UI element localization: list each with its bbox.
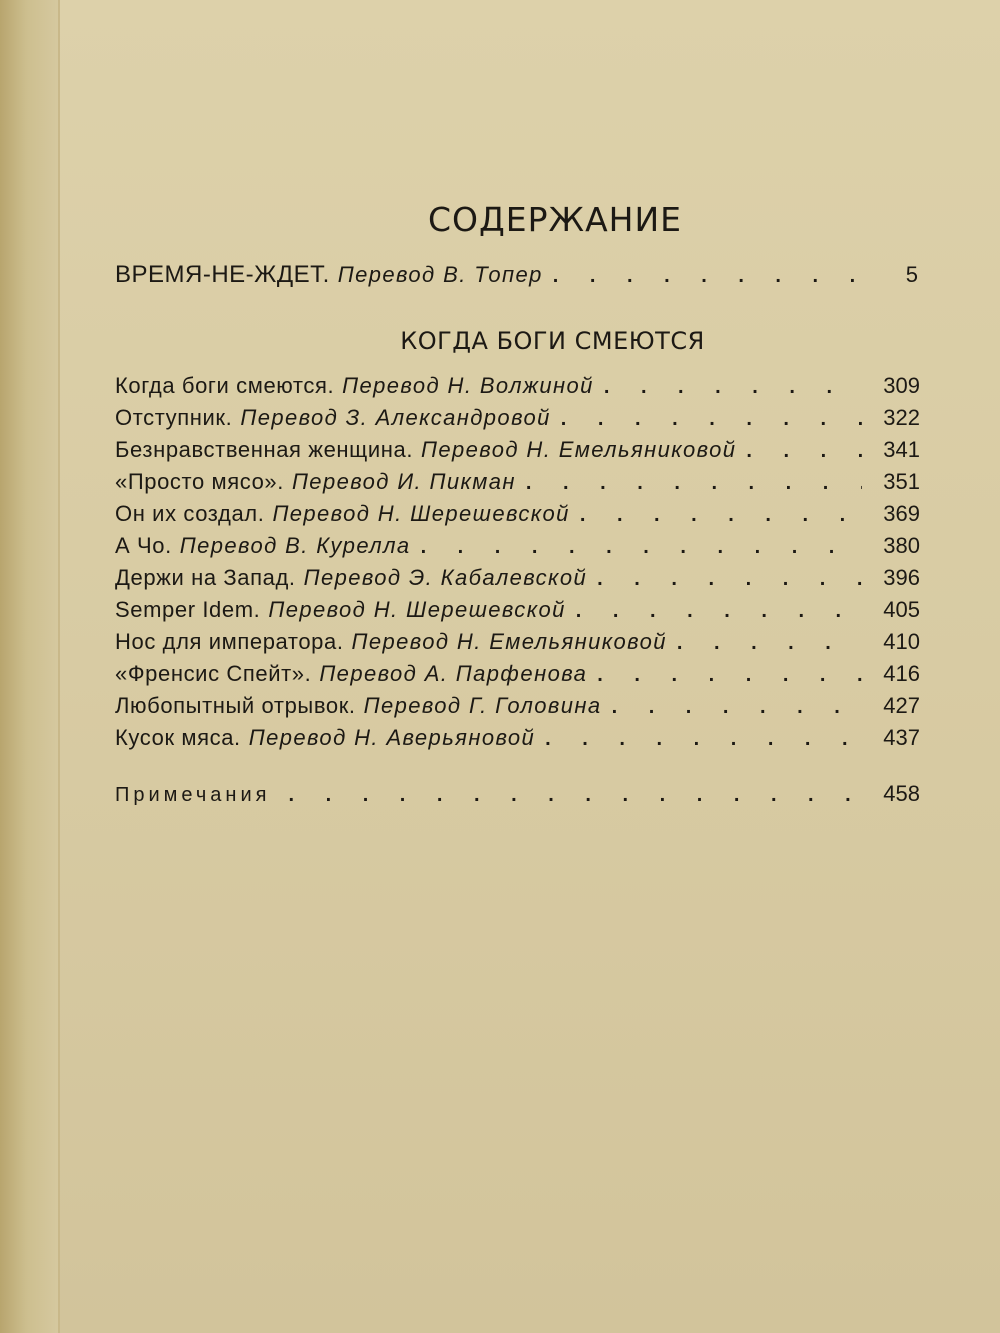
toc-entry xyxy=(115,725,920,757)
toc-heading: СОДЕРЖАНИЕ xyxy=(427,200,683,239)
entry-title: Любопытный отрывок. xyxy=(115,693,356,718)
entry-translator: Перевод Н. Шерешевской xyxy=(268,597,566,622)
dot-leader xyxy=(597,568,862,591)
entry-title: Когда боги смеются. xyxy=(115,373,335,398)
entry-page-number: 416 xyxy=(883,661,920,686)
entry-title: Кусок мяса. xyxy=(115,725,241,750)
dot-leader xyxy=(421,536,862,559)
entry-page-number: 380 xyxy=(883,533,920,558)
dot-leader xyxy=(604,376,862,399)
entry-page-number: 322 xyxy=(883,405,920,430)
dot-leader xyxy=(677,632,862,655)
entry-title: А Чо. xyxy=(115,533,172,558)
entry-translator: Перевод Н. Шерешевской xyxy=(272,501,570,526)
entry-translator: Перевод И. Пикман xyxy=(291,469,516,494)
section-heading: КОГДА БОГИ СМЕЮТСЯ xyxy=(400,327,705,355)
entry-title: Нос для императора. xyxy=(115,629,344,654)
entry-page-number: 427 xyxy=(883,693,920,718)
entry-translator: Перевод В. Топер xyxy=(337,262,543,287)
dot-leader xyxy=(561,408,862,431)
entry-title: Отступник. xyxy=(115,405,233,430)
dot-leader xyxy=(288,784,862,807)
entry-page-number: 396 xyxy=(883,565,920,590)
entry-title: «Френсис Спейт». xyxy=(115,661,312,686)
toc-entry xyxy=(115,437,920,469)
entry-page-number: 410 xyxy=(883,629,920,654)
entry-title: Semper Idem. xyxy=(115,597,261,622)
toc-entry xyxy=(115,533,920,565)
entry-page-number: 309 xyxy=(883,373,920,398)
toc-entry xyxy=(115,405,920,437)
toc-main-entry xyxy=(115,261,920,297)
toc-entry xyxy=(115,661,920,693)
entry-translator: Перевод Н. Аверьяновой xyxy=(248,725,536,750)
dot-leader xyxy=(576,600,862,623)
page-gutter xyxy=(0,0,60,1333)
entry-translator: Перевод Н. Волжиной xyxy=(342,373,594,398)
dot-leader xyxy=(580,504,862,527)
dot-leader xyxy=(553,265,860,288)
entry-translator: Перевод Г. Головина xyxy=(363,693,602,718)
notes-title: Примечания xyxy=(115,784,271,806)
toc-entry xyxy=(115,565,920,597)
entry-title: «Просто мясо». xyxy=(115,469,284,494)
toc-entry xyxy=(115,629,920,661)
entry-translator: Перевод А. Парфенова xyxy=(319,661,588,686)
entry-page-number: 405 xyxy=(883,597,920,622)
dot-leader xyxy=(545,728,862,751)
entry-title: Он их создал. xyxy=(115,501,265,526)
dot-leader xyxy=(597,664,862,687)
entry-page-number: 5 xyxy=(905,262,918,287)
page-edge-line xyxy=(58,0,60,1333)
entry-page-number: 351 xyxy=(883,469,920,494)
entry-title: ВРЕМЯ-НЕ-ЖДЕТ. xyxy=(115,261,330,288)
entry-page-number: 341 xyxy=(883,437,920,462)
toc-entry xyxy=(115,693,920,725)
dot-leader xyxy=(526,472,862,495)
entry-page-number: 369 xyxy=(883,501,920,526)
entry-translator: Перевод З. Александровой xyxy=(240,405,551,430)
notes-page-number: 458 xyxy=(883,781,920,806)
toc-entry xyxy=(115,373,920,405)
toc-entry xyxy=(115,469,920,501)
section-entries xyxy=(115,373,920,757)
table-of-contents xyxy=(115,200,920,813)
entry-title: Держи на Запад. xyxy=(115,565,296,590)
entry-translator: Перевод Н. Емельяниковой xyxy=(351,629,667,654)
entry-translator: Перевод Э. Кабалевской xyxy=(303,565,588,590)
toc-notes-entry xyxy=(115,781,920,813)
toc-entry xyxy=(115,501,920,533)
dot-leader xyxy=(612,696,862,719)
entry-translator: Перевод Н. Емельяниковой xyxy=(421,437,737,462)
entry-translator: Перевод В. Курелла xyxy=(179,533,411,558)
dot-leader xyxy=(746,440,862,463)
entry-title: Безнравственная женщина. xyxy=(115,437,414,462)
toc-entry xyxy=(115,597,920,629)
entry-page-number: 437 xyxy=(883,725,920,750)
